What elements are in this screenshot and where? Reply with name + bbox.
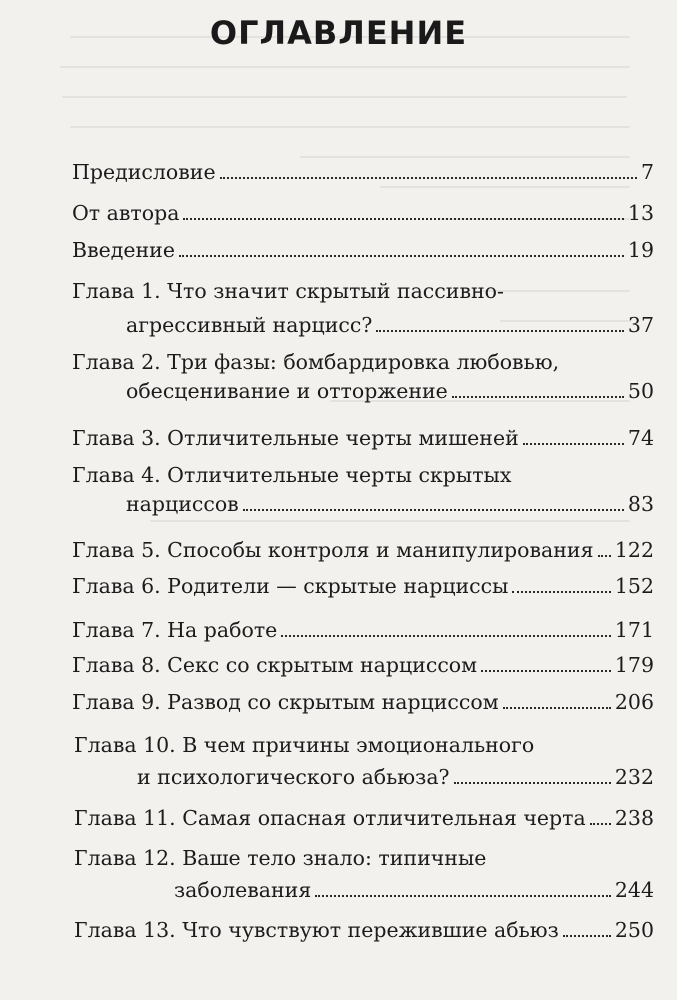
toc-page-number: 179: [614, 653, 654, 677]
dot-leader: [590, 823, 611, 825]
dot-leader: [454, 782, 611, 784]
toc-entry-chapter-2-line-1[interactable]: Глава 2. Три фазы: бомбардировка любовью,: [72, 350, 560, 374]
toc-entry-text: Предисловие: [72, 160, 216, 184]
toc-entry-text: нарциссов: [126, 492, 239, 516]
toc-page-number: 7: [640, 160, 654, 184]
toc-entry-chapter-7[interactable]: [72, 618, 654, 642]
toc-entry-chapter-12-line-1[interactable]: Глава 12. Ваше тело знало: типичные: [74, 846, 487, 870]
dot-leader: [315, 895, 611, 897]
toc-entry-introduction[interactable]: [72, 238, 654, 262]
toc-entry-text: Глава 9. Развод со скрытым нарциссом: [72, 690, 499, 714]
toc-entry-chapter-2[interactable]: [126, 379, 654, 403]
toc-entry-chapter-8[interactable]: [72, 653, 654, 677]
toc-entry-text: Глава 13. Что чувствуют пережившие абьюз: [74, 918, 559, 942]
toc-page-number: 250: [614, 918, 654, 942]
toc-entry-chapter-10-line-1[interactable]: Глава 10. В чем причины эмоционального: [74, 733, 535, 757]
toc-page-number: 50: [627, 379, 654, 403]
dot-leader: [220, 177, 637, 179]
toc-entry-chapter-12[interactable]: [174, 878, 654, 902]
toc-page-number: 152: [614, 574, 654, 598]
toc-entry-chapter-13[interactable]: [74, 918, 654, 942]
dot-leader: [523, 443, 624, 445]
toc-entry-text: агрессивный нарцисс?: [126, 313, 373, 337]
toc-entry-from-author[interactable]: [72, 201, 654, 225]
toc-entry-text: Глава 3. Отличительные черты мишеней: [72, 426, 519, 450]
dot-leader: [512, 591, 610, 593]
toc-page-number: 122: [614, 538, 654, 562]
toc-page-number: 19: [627, 238, 654, 262]
toc-entry-chapter-4-line-1[interactable]: Глава 4. Отличительные черты скрытых: [72, 463, 512, 487]
toc-entry-text: Глава 6. Родители — скрытые нарциссы: [72, 574, 509, 598]
dot-leader: [281, 635, 611, 637]
toc-entry-chapter-3[interactable]: [72, 426, 654, 450]
toc-page-number: 74: [627, 426, 654, 450]
toc-entry-text: От автора: [72, 201, 180, 225]
toc-entry-text: обесценивание и отторжение: [126, 379, 448, 403]
toc-entry-chapter-11[interactable]: [74, 806, 654, 830]
toc-entry-chapter-4[interactable]: [126, 492, 654, 516]
toc-entry-preface[interactable]: [72, 160, 654, 184]
toc-entry-text: и психологического абьюза?: [137, 765, 450, 789]
toc-entry-text: заболевания: [174, 878, 312, 902]
dot-leader: [563, 935, 611, 937]
dot-leader: [376, 330, 624, 332]
toc-page-number: 232: [614, 765, 654, 789]
toc-page-number: 13: [627, 201, 654, 225]
dot-leader: [243, 509, 624, 511]
toc-entry-chapter-5[interactable]: [72, 538, 654, 562]
toc-page-number: 238: [614, 806, 654, 830]
toc-page-number: 37: [627, 313, 654, 337]
dot-leader: [183, 218, 623, 220]
toc-page-number: 83: [627, 492, 654, 516]
toc-entry-text: Глава 11. Самая опасная отличительная черта: [74, 806, 586, 830]
toc-page-number: 171: [614, 618, 654, 642]
toc-page-number: 206: [614, 690, 654, 714]
toc-entry-chapter-9[interactable]: [72, 690, 654, 714]
toc-entry-chapter-1[interactable]: [126, 313, 654, 337]
toc-entry-text: Глава 5. Способы контроля и манипулирования: [72, 538, 594, 562]
toc-entry-text: Введение: [72, 238, 175, 262]
toc-entry-text: Глава 7. На работе: [72, 618, 278, 642]
dot-leader: [503, 707, 611, 709]
dot-leader: [452, 396, 624, 398]
toc-entry-text: Глава 8. Секс со скрытым нарциссом: [72, 653, 478, 677]
toc-entry-chapter-6[interactable]: [72, 574, 654, 598]
dot-leader: [481, 670, 611, 672]
page-title: ОГЛАВЛЕНИЕ: [209, 14, 468, 52]
toc-entry-chapter-1-line-1[interactable]: Глава 1. Что значит скрытый пассивно-: [72, 279, 504, 303]
toc-entry-chapter-10[interactable]: [137, 765, 654, 789]
toc-page-number: 244: [614, 878, 654, 902]
dot-leader: [179, 255, 624, 257]
dot-leader: [598, 555, 611, 557]
